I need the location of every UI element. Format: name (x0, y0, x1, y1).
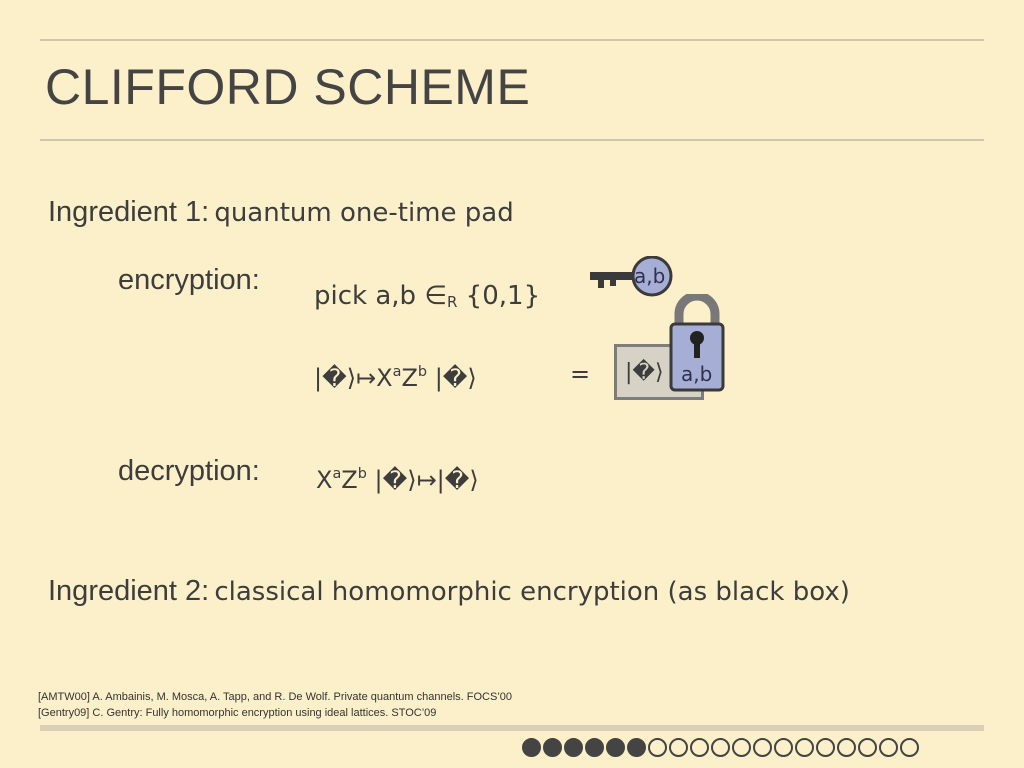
decryption-map-states: |�⟩↦|�⟩ (374, 466, 479, 494)
top-rule (40, 39, 984, 41)
progress-dot[interactable] (627, 738, 646, 757)
progress-dot[interactable] (585, 738, 604, 757)
encrypted-state-text: |�⟩ (625, 360, 664, 385)
progress-dot[interactable] (816, 738, 835, 757)
reference-amtw00: [AMTW00] A. Ambainis, M. Mosca, A. Tapp, and R. De Wolf. Private quantum channels. FOCS’00 (38, 691, 513, 703)
ingredient-2-label: Ingredient 2: (48, 575, 210, 607)
ingredient-2 (48, 575, 850, 608)
progress-dot[interactable] (795, 738, 814, 757)
element-of-symbol: ∈ (424, 281, 447, 311)
exponent-b: b (357, 465, 367, 482)
decryption-map (316, 466, 479, 494)
progress-dot[interactable] (648, 738, 667, 757)
ingredient-1-label: Ingredient 1: (48, 196, 210, 228)
ingredient-2-text: classical homomorphic encryption (as black box) (214, 577, 850, 607)
encryption-map (314, 364, 477, 392)
progress-dot[interactable] (753, 738, 772, 757)
pauli-x: X (376, 364, 393, 392)
references (38, 689, 512, 721)
random-subscript: R (446, 293, 458, 311)
reference-gentry09: [Gentry09] C. Gentry: Fully homomorphic encryption using ideal lattices. STOC’09 (38, 707, 437, 719)
progress-dot[interactable] (690, 738, 709, 757)
encryption-map-lhs: |�⟩↦ (314, 364, 377, 392)
progress-dot[interactable] (774, 738, 793, 757)
pauli-z: Z (401, 364, 418, 392)
exponent-a: a (392, 363, 402, 380)
pauli-z: Z (341, 466, 358, 494)
progress-dot[interactable] (900, 738, 919, 757)
encryption-label: encryption: (118, 264, 260, 296)
slide-progress-dots (522, 738, 919, 760)
progress-dot[interactable] (669, 738, 688, 757)
title-divider (40, 139, 984, 141)
key-label: a,b (634, 264, 666, 288)
progress-dot[interactable] (606, 738, 625, 757)
progress-dot[interactable] (732, 738, 751, 757)
encryption-pick (314, 281, 540, 311)
pick-text: pick a,b (314, 281, 417, 311)
equals-sign: = (570, 360, 591, 388)
progress-dot[interactable] (522, 738, 541, 757)
decryption-label: decryption: (118, 455, 260, 487)
progress-dot[interactable] (858, 738, 877, 757)
lock-label: a,b (681, 362, 713, 386)
bit-set: {0,1} (465, 281, 541, 311)
pauli-x: X (316, 466, 333, 494)
encryption-map-rhs: |�⟩ (434, 364, 477, 392)
progress-dot[interactable] (879, 738, 898, 757)
ingredient-1-text: quantum one-time pad (214, 198, 514, 228)
progress-dot[interactable] (837, 738, 856, 757)
slide-title: CLIFFORD SCHEME (45, 59, 531, 115)
progress-dot[interactable] (543, 738, 562, 757)
bottom-rule (40, 725, 984, 731)
progress-dot[interactable] (564, 738, 583, 757)
ingredient-1 (48, 196, 514, 229)
exponent-a: a (332, 465, 342, 482)
progress-dot[interactable] (711, 738, 730, 757)
exponent-b: b (417, 363, 428, 380)
